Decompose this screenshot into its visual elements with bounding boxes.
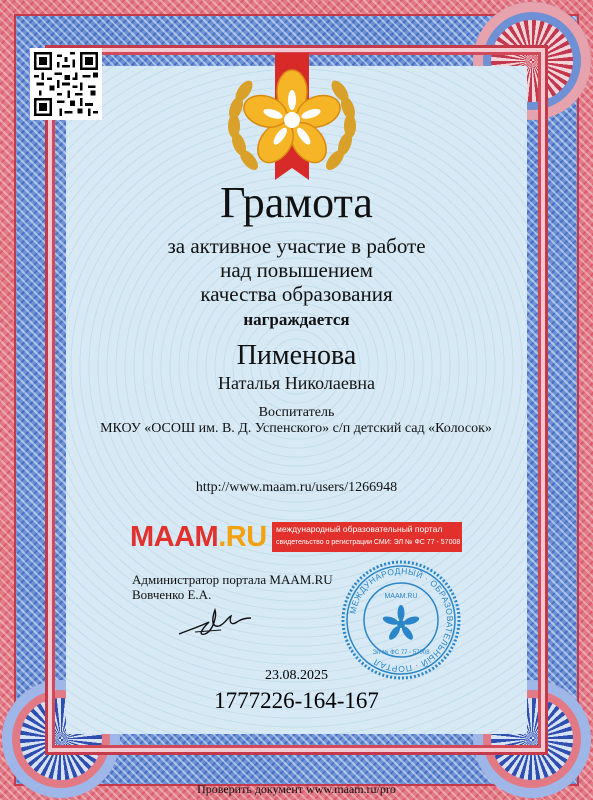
recipient-organization: МКОУ «ОСОШ им. В. Д. Успенского» с/п детский сад «Колосок» — [100, 421, 492, 436]
signatory-role: Администратор портала MAAM.RU — [132, 572, 333, 587]
verify-document-link[interactable]: Проверить документ www.maam.ru/pro — [197, 782, 396, 796]
logo-tagline: международный образовательный портал — [276, 524, 443, 534]
recipient-given-names: Наталья Николаевна — [217, 373, 376, 393]
recipient-surname: Пименова — [236, 340, 357, 371]
recipient-position: Воспитатель — [258, 405, 335, 420]
stamp-inner-text: MAAM.RU — [384, 593, 418, 600]
award-reason — [0, 234, 593, 306]
certificate-title: Грамота — [220, 178, 373, 227]
stamp-outer-text: МЕЖДУНАРОДНЫЙ · ОБРАЗОВАТЕЛЬНЫЙ · ПОРТАЛ — [347, 565, 456, 675]
signature-icon — [175, 604, 255, 640]
logo-brand: MAAM — [130, 521, 219, 553]
profile-link[interactable]: http://www.maam.ru/users/1266948 — [195, 480, 398, 495]
logo-wordmark — [130, 520, 267, 554]
award-reason-line: за активное участие в работе — [167, 234, 426, 258]
logo-brand-suffix: .RU — [218, 521, 267, 553]
award-reason-line: качества образования — [200, 282, 393, 306]
awarded-label: награждается — [243, 310, 350, 329]
signatory-name: Вовченко Е.А. — [132, 587, 212, 602]
stamp-registration: ЭЛ № ФС 77 - 57008 — [372, 650, 430, 656]
issue-date: 23.08.2025 — [265, 668, 328, 683]
qr-code-icon[interactable] — [30, 48, 102, 120]
serial-number: 1777226-164-167 — [214, 688, 379, 713]
portal-stamp-icon — [339, 558, 463, 682]
maam-logo[interactable] — [130, 520, 460, 554]
logo-registration: свидетельство о регистрации СМИ: ЭЛ № ФС 77 - 57008 — [276, 539, 461, 546]
award-reason-line: над повышением — [220, 258, 373, 282]
signatory-block — [132, 572, 333, 602]
